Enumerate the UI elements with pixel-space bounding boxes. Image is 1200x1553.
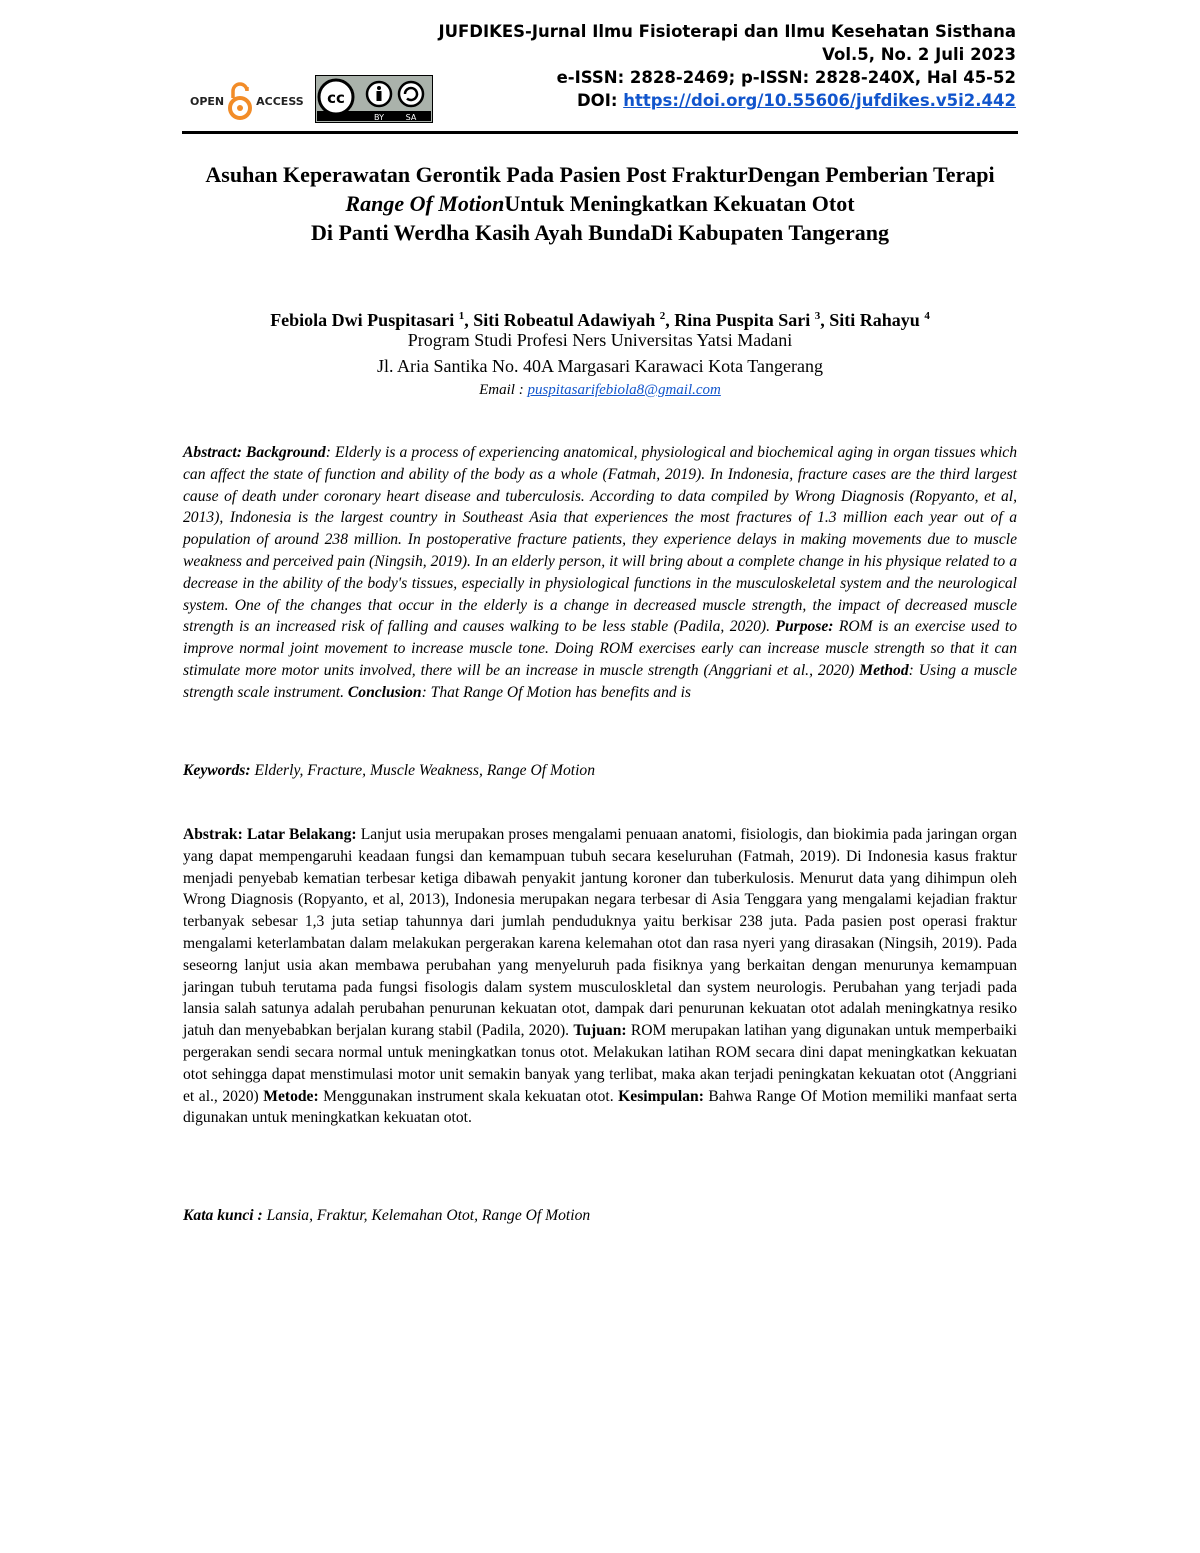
author-1-sup: 1: [458, 310, 465, 322]
author-email-link[interactable]: puspitasarifebiola8@gmail.com: [527, 382, 721, 398]
journal-name: JUFDIKES-Jurnal Ilmu Fisioterapi dan Ilmu Kesehatan Sisthana: [438, 22, 1016, 41]
abstrak-kesimpulan: Bahwa Range Of Motion memiliki manfaat serta digunakan untuk meningkatkan kekuatan otot.: [183, 1087, 1017, 1127]
abstract-indonesian: [183, 824, 1017, 1129]
paper-title: [150, 160, 1050, 247]
cc-by-sa-license-icon: [315, 75, 433, 123]
open-access-left-text: OPEN: [190, 94, 225, 108]
abstract-english: [183, 442, 1017, 704]
author-2: , Siti Robeatul Adawiyah: [464, 310, 660, 330]
author-2-sup: 2: [659, 310, 666, 322]
doi-label: DOI:: [576, 91, 624, 110]
metode-label: Metode:: [263, 1087, 319, 1105]
abstrak-background: Lanjut usia merupakan proses mengalami penuaan anatomi, fisiologis, dan biokimia pada jaringan organ yang dapat mempengaruhi keadaan fungsi dan kemampuan tubuh secara keseluruhan (Fatmah, 2019). Di Indonesia kasus fraktur menjadi penyebab kematian terbesar ketiga dibawah penyakit jantung koroner dan tuberkulosis. Menurut data yang dihimpun oleh Wrong Diagnosis (Ropyanto, et al, 2013), Indonesia merupakan negara terbesar di Asia Tenggara yang mengalami kejadian fraktur terbanyak sebesar 1,3 juta setiap tahunnya dari jumlah penduduknya yaitu berkisar 238 juta. Pada pasien post operasi fraktur mengalami keterlambatan dalam melakukan pergerakan karena kelemahan otot dan rasa nyeri yang dirasakan (Ningsih, 2019). Pada seseorng lanjut usia akan membawa perubahan yang menyeluruh pada fisiknya yang berkaitan dengan menurunya kemampuan jaringan tubuh terutama pada fungsi fisologis dalam system musculoskletal dan system neurologis. Perubahan yang terjadi pada lansia salah satunya adalah perubahan penurunan kekuatan otot, dampak dari penurunan kekuatan otot adalah meningkatnya resiko jatuh dan menyebabkan berjalan kurang stabil (Padila, 2020).: [183, 826, 1017, 1040]
title-italic-term: Range Of Motion: [345, 191, 505, 216]
open-access-right-text: ACCESS: [256, 94, 304, 108]
author-3-sup: 3: [814, 310, 821, 322]
kata-kunci-label: Kata kunci :: [183, 1207, 263, 1224]
conclusion-label: Conclusion: [347, 683, 422, 701]
author-4: , Siti Rahayu: [820, 310, 925, 330]
keywords-indonesian: [183, 1207, 1017, 1225]
author-email-line: [150, 382, 1050, 399]
open-access-logo: [190, 78, 304, 124]
title-line-2: [150, 189, 1050, 218]
journal-header: [356, 20, 1016, 112]
abstrak-tujuan: ROM merupakan latihan yang digunakan untuk memperbaiki pergerakan sendi secara normal untuk meningkatkan tonus otot. Melakukan latihan ROM secara dini dapat meningkatkan kekuatan otot sehingga dapat menstimulasi motor unit semakin banyak yang terlibat, maka akan terjadi peningkatan kekuatan otot (Anggriani et al., 2020): [183, 1022, 1017, 1105]
abstract-background: : Elderly is a process of experiencing anatomical, physiological and biochemical aging in organ tissues which can affect the state of function and ability of the body as a whole (Fatmah, 2019). In Indonesia, fracture cases are the third largest cause of death under coronary heart disease and tuberculosis. According to data compiled by Wrong Diagnosis (Ropyanto, et al, 2013), Indonesia is the largest country in Southeast Asia that experiences the most fractures of 1.3 million each year out of a population of around 238 million. In postoperative fracture patients, they experience delays in making movements due to muscle weakness and perceived pain (Ningsih, 2019). In an elderly person, it will bring about a complete change in his physique related to a decrease in the ability of the body's tissues, especially in physiological functions in the musculoskeletal system and the neurological system. One of the changes that occur in the elderly is a change in decreased muscle strength, the impact of decreased muscle strength is an increased risk of falling and causes walking to be less stable (Padila, 2020).: [183, 444, 1017, 636]
keywords-text: Elderly, Fracture, Muscle Weakness, Range Of Motion: [250, 762, 596, 779]
header-divider: [182, 131, 1018, 134]
abstract-method: : Using a muscle strength scale instrument.: [183, 661, 1017, 701]
title-line-1: Asuhan Keperawatan Gerontik Pada Pasien Post FrakturDengan Pemberian Terapi: [205, 162, 995, 187]
journal-issn: e-ISSN: 2828-2469; p-ISSN: 2828-240X, Hal 45-52: [556, 68, 1016, 87]
abstrak-label: Abstrak: Latar Belakang:: [183, 826, 357, 843]
abstract-purpose: ROM is an exercise used to improve normal joint movement to increase muscle tone. Doing ROM exercises early can increase muscle strength so that it can stimulate more motor units involved, there will be an increase in muscle strength (Anggriani et al., 2020): [183, 618, 1018, 679]
email-label: Email :: [479, 382, 528, 398]
kesimpulan-label: Kesimpulan:: [618, 1087, 704, 1105]
method-label: Method: [859, 661, 909, 679]
abstrak-metode: Menggunakan instrument skala kekuatan otot.: [318, 1087, 619, 1105]
abstract-label: Abstract: Background: [183, 444, 326, 461]
title-line-2-rest: Untuk Meningkatkan Kekuatan Otot: [504, 191, 855, 216]
title-line-3: Di Panti Werdha Kasih Ayah BundaDi Kabupaten Tangerang: [310, 220, 890, 245]
svg-text:cc: cc: [327, 89, 345, 107]
keywords-english: [183, 762, 1017, 780]
affiliation-address: Jl. Aria Santika No. 40A Margasari Karawaci Kota Tangerang: [377, 356, 823, 376]
doi-link[interactable]: https://doi.org/10.55606/jufdikes.v5i2.442: [623, 91, 1016, 110]
keywords-label: Keywords:: [183, 762, 251, 779]
journal-volume: Vol.5, No. 2 Juli 2023: [822, 45, 1016, 64]
open-lock-icon: [227, 81, 253, 121]
journal-doi: [356, 89, 1016, 112]
purpose-label: Purpose:: [775, 618, 834, 636]
cc-by-text: BY: [374, 113, 384, 122]
author-4-sup: 4: [924, 310, 930, 322]
cc-sa-text: SA: [405, 113, 417, 122]
tujuan-label: Tujuan:: [573, 1022, 627, 1040]
author-1: Febiola Dwi Puspitasari: [270, 310, 459, 330]
affiliation-program: Program Studi Profesi Ners Universitas Yatsi Madani: [407, 330, 793, 350]
author-3: , Rina Puspita Sari: [665, 310, 815, 330]
abstract-conclusion: : That Range Of Motion has benefits and is: [421, 683, 691, 701]
kata-kunci-text: Lansia, Fraktur, Kelemahan Otot, Range Of Motion: [262, 1207, 591, 1224]
